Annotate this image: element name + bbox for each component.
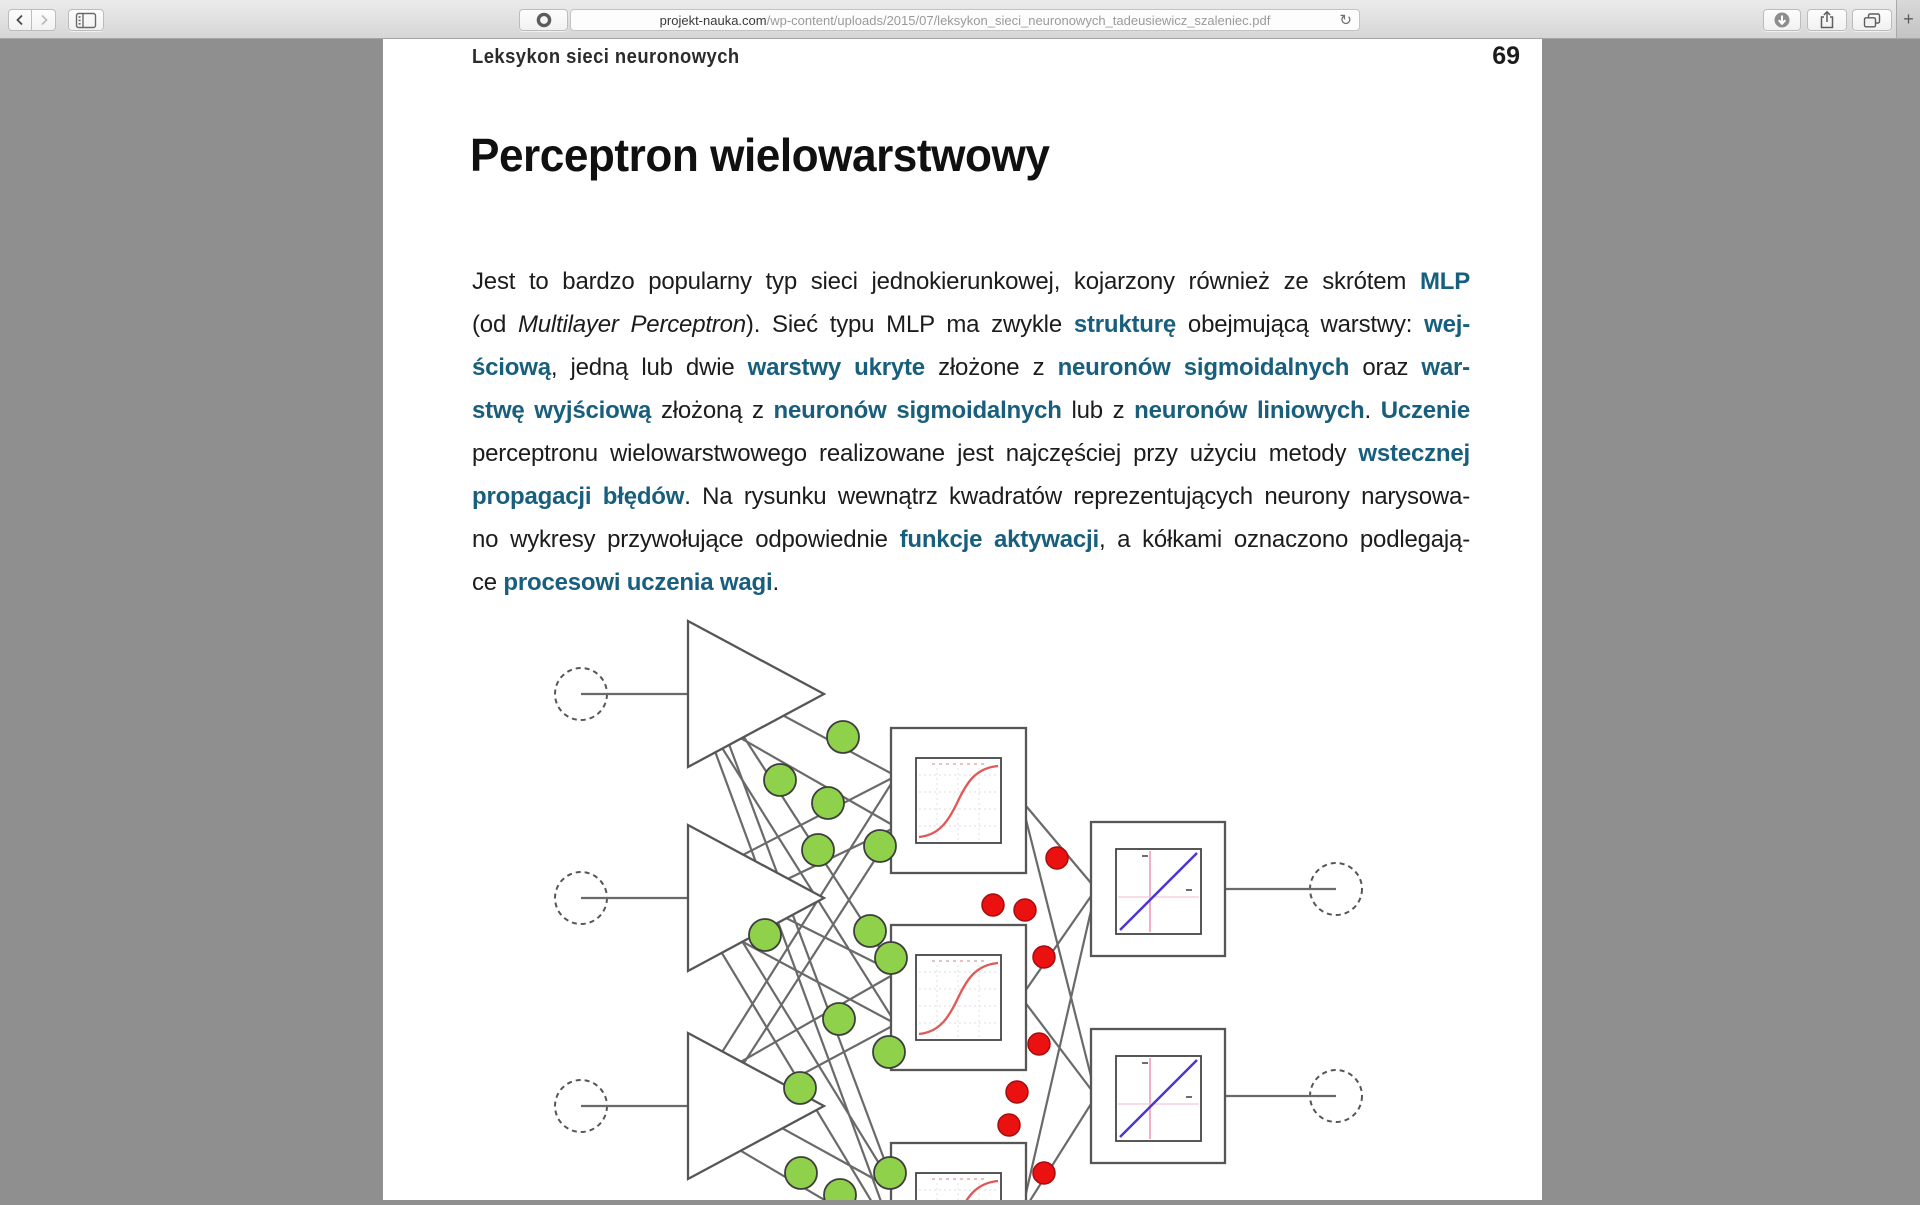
- trainable-weight-red: [982, 894, 1004, 916]
- body-text: , a kółkami oznaczono podlegają-: [1098, 526, 1470, 553]
- body-text: (od: [472, 311, 518, 338]
- pdf-crossref-link[interactable]: strukturę: [1073, 311, 1177, 338]
- body-text: lub z: [1061, 397, 1135, 424]
- browser-toolbar: [0, 0, 1920, 39]
- trainable-weight-green: [802, 834, 834, 866]
- trainable-weight-green: [875, 942, 907, 974]
- download-icon: [1773, 11, 1791, 29]
- trainable-weight-green: [823, 1003, 855, 1035]
- body-text: złożoną z: [651, 397, 774, 424]
- italic-text: Multilayer Perceptron: [517, 311, 746, 338]
- tabs-icon: [1862, 12, 1882, 29]
- trainable-weight-green: [812, 787, 844, 819]
- mlp-network-figure: [383, 600, 1542, 1200]
- back-button[interactable]: [8, 9, 32, 31]
- pdf-page: [383, 38, 1542, 1200]
- trainable-weight-green: [854, 915, 886, 947]
- pdf-crossref-link[interactable]: neuronów liniowych: [1134, 397, 1365, 424]
- pdf-crossref-link[interactable]: neuronów sigmoidalnych: [1057, 354, 1350, 381]
- trainable-weight-red: [1033, 1162, 1055, 1184]
- body-text: no wykresy przywołujące odpowiednie: [472, 526, 900, 553]
- paragraph-line: [472, 303, 1470, 346]
- trainable-weight-green: [873, 1036, 905, 1068]
- new-tab-button[interactable]: +: [1896, 0, 1920, 38]
- pdf-crossref-link[interactable]: propagacji błędów: [472, 483, 685, 510]
- body-text: obejmującą warstwy:: [1176, 311, 1425, 338]
- trainable-weight-green: [824, 1179, 856, 1200]
- address-bar[interactable]: [570, 9, 1360, 31]
- history-nav-group: [8, 9, 57, 31]
- sidebar-icon: [75, 12, 97, 29]
- share-button[interactable]: [1807, 9, 1847, 31]
- pdf-crossref-link[interactable]: stwę wyjściową: [472, 397, 652, 424]
- trainable-weight-red: [1014, 899, 1036, 921]
- body-text: złożone z: [924, 354, 1058, 381]
- forward-button[interactable]: [32, 9, 56, 31]
- pdf-crossref-link[interactable]: wstecznej: [1358, 440, 1470, 467]
- connection-line: [1021, 1096, 1096, 1200]
- body-text: ). Sieć typu MLP ma zwykle: [745, 311, 1074, 338]
- share-icon: [1818, 10, 1836, 30]
- paragraph-line: [472, 432, 1470, 475]
- pdf-crossref-link[interactable]: funkcje aktywacji: [899, 526, 1099, 553]
- paragraph-line: [472, 260, 1470, 303]
- sidebar-toggle-button[interactable]: [68, 9, 104, 31]
- running-header: Leksykon sieci neuronowych: [472, 46, 740, 68]
- pdf-crossref-link[interactable]: war-: [1421, 354, 1470, 381]
- downloads-button[interactable]: [1763, 9, 1801, 31]
- tab-overview-button[interactable]: [1852, 9, 1892, 31]
- paragraph: [472, 260, 1470, 604]
- pdf-crossref-link[interactable]: MLP: [1419, 268, 1470, 295]
- trainable-weight-red: [1006, 1081, 1028, 1103]
- pdf-viewer-background: [0, 38, 1920, 1200]
- sigmoid-plot-frame: [916, 1173, 1001, 1200]
- trainable-weight-green: [784, 1072, 816, 1104]
- paragraph-line: [472, 518, 1470, 561]
- body-text: .: [1364, 397, 1381, 424]
- reload-button[interactable]: ↻: [1339, 12, 1352, 29]
- body-text: Jest to bardzo popularny typ sieci jednokierunkowej, kojarzony również ze skrótem: [472, 268, 1420, 295]
- url-path: /wp-content/uploads/2015/07/leksykon_sieci_neuronowych_tadeusiewicz_szaleniec.pdf: [766, 12, 1271, 28]
- trainable-weight-green: [874, 1157, 906, 1189]
- trainable-weight-green: [749, 919, 781, 951]
- paragraph-line: [472, 389, 1470, 432]
- trainable-weight-green: [864, 830, 896, 862]
- body-text: perceptronu wielowarstwowego realizowane jest najczęściej przy użyciu metody: [472, 440, 1359, 467]
- pdf-crossref-link[interactable]: warstwy ukryte: [747, 354, 925, 381]
- trainable-weight-red: [1046, 847, 1068, 869]
- trainable-weight-red: [998, 1114, 1020, 1136]
- trainable-weight-green: [764, 764, 796, 796]
- ring-favicon-icon: [535, 11, 553, 29]
- body-text: oraz: [1349, 354, 1422, 381]
- page-title: Perceptron wielowarstwowy: [470, 129, 1050, 181]
- trainable-weight-green: [785, 1157, 817, 1189]
- pdf-crossref-link[interactable]: procesowi uczenia wagi: [503, 569, 773, 596]
- body-text: .: [772, 569, 779, 596]
- paragraph-line: [472, 561, 1470, 604]
- trainable-weight-green: [827, 721, 859, 753]
- back-icon: [13, 13, 27, 27]
- pdf-crossref-link[interactable]: neuronów sigmoidalnych: [773, 397, 1062, 424]
- site-icon-button[interactable]: [519, 9, 568, 31]
- input-amplifier-triangle: [688, 621, 824, 767]
- paragraph-line: [472, 475, 1470, 518]
- body-text: , jedną lub dwie: [550, 354, 748, 381]
- mlp-network-svg: [383, 600, 1542, 1200]
- forward-icon: [37, 13, 51, 27]
- trainable-weight-red: [1033, 946, 1055, 968]
- body-text: . Na rysunku wewnątrz kwadratów reprezentujących neurony narysowa-: [684, 483, 1470, 510]
- pdf-crossref-link[interactable]: Uczenie: [1380, 397, 1470, 424]
- pdf-crossref-link[interactable]: ściową: [472, 354, 551, 381]
- pdf-crossref-link[interactable]: wej-: [1424, 311, 1470, 338]
- url-domain: projekt-nauka.com: [659, 12, 767, 28]
- page-number: 69: [1492, 42, 1520, 70]
- trainable-weight-red: [1028, 1033, 1050, 1055]
- paragraph-line: [472, 346, 1470, 389]
- body-text: ce: [472, 569, 504, 596]
